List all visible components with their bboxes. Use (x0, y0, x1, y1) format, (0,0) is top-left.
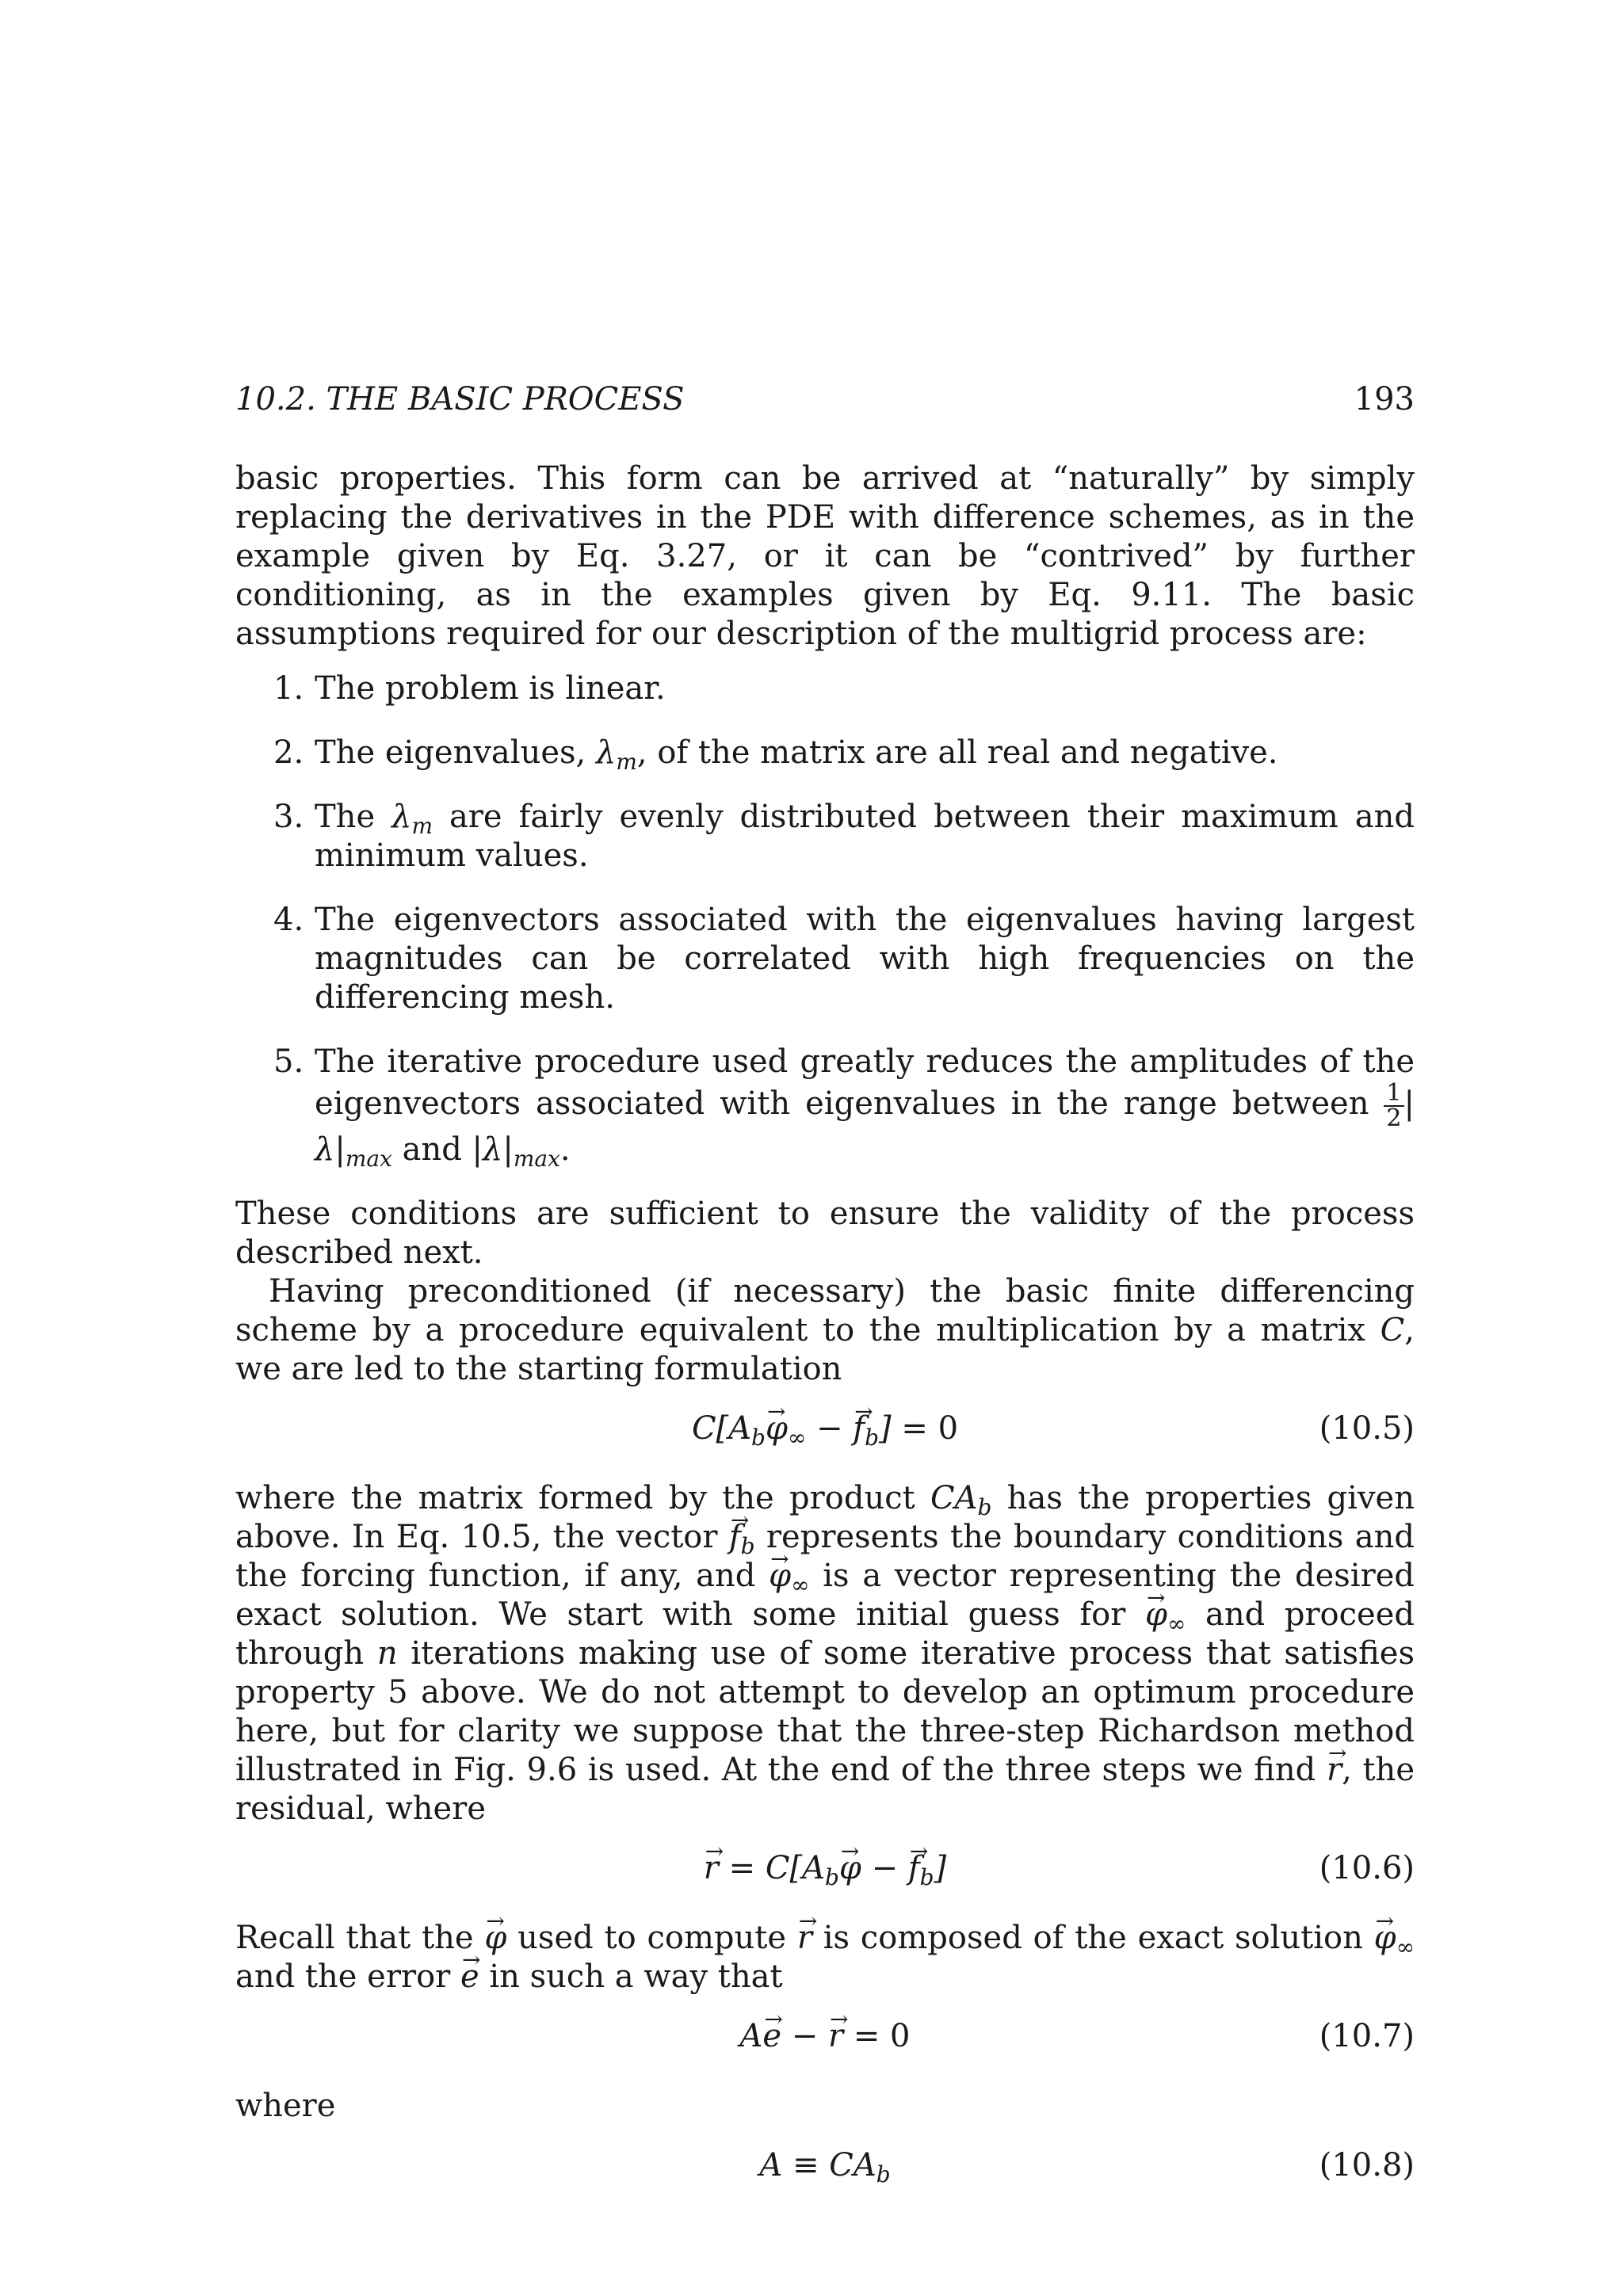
intro-paragraph: basic properties. This form can be arrived at “naturally” by simply replacing the derivatives in the PDE with difference schemes, as in the example given by Eq. 3.27, or it can be “contrived” by further conditioning, as in the examples given by Eq. 9.11. The basic assumptions required for our description of the multigrid process are: (235, 460, 1415, 652)
where-short-paragraph: where (235, 2088, 336, 2124)
equation-10-7 (235, 2017, 1415, 2065)
equation-body: $A \equiv CA_b$ (759, 2147, 891, 2187)
equation-number: (10.5) (1319, 1410, 1415, 1447)
math-lambda: λ (391, 799, 412, 835)
page-number: 193 (1354, 381, 1415, 418)
section-title: 10.2. THE BASIC PROCESS (235, 381, 685, 418)
list-item (235, 798, 1415, 875)
math-abs-lambda: |λ| (315, 1085, 1415, 1168)
conditions-paragraph: These conditions are sufficient to ensure the validity of the process described next. (235, 1196, 1415, 1271)
recall-paragraph: Recall that the → φ used to compute → r is composed of the exact solution → $\varphi_\infty$ and the error → e in such a way that (235, 1919, 1415, 1997)
equation-10-6 (235, 1849, 1415, 1897)
math-sub-m: m (616, 749, 637, 775)
equation-10-8 (235, 2146, 1415, 2194)
list-item (235, 1043, 1415, 1172)
equation-number: (10.6) (1319, 1850, 1415, 1886)
equation-10-5 (235, 1409, 1415, 1457)
equation-body: A→ e − → r = 0 (235, 2017, 1415, 2056)
math-abs-lambda: |λ| (472, 1131, 514, 1168)
page-content (235, 380, 1415, 2216)
equation-body: $C[A_b\to \varphi_\infty$ − → $f_b] = 0$ (235, 1409, 1415, 1448)
list-number: 3. (273, 799, 304, 835)
running-header (235, 380, 1415, 424)
list-text: The problem is linear. (315, 670, 666, 707)
list-number: 2. (273, 734, 304, 771)
list-text: The (315, 799, 392, 835)
precondition-paragraph: Having preconditioned (if necessary) the basic finite differencing scheme by a procedure equivalent to the multiplication by a matrix C, we are led to the starting formulation (235, 1273, 1415, 1387)
equation-number: (10.7) (1319, 2018, 1415, 2054)
math-sub-max: max (345, 1146, 392, 1172)
list-text: , of the matrix are all real and negative. (636, 734, 1278, 771)
list-item (235, 734, 1415, 775)
list-item (235, 669, 1415, 708)
list-text: are fairly evenly distributed between their maximum and minimum values. (315, 799, 1415, 874)
list-number: 1. (273, 670, 304, 707)
math-lambda: λ (595, 734, 617, 771)
math-sub-max: max (513, 1146, 560, 1172)
math-sub-m: m (411, 813, 433, 839)
list-item (235, 901, 1415, 1017)
list-number: 5. (273, 1043, 304, 1080)
list-text: The iterative procedure used greatly reduces the amplitudes of the eigenvectors associated with eigenvalues in the range between (315, 1043, 1415, 1122)
list-text: The eigenvectors associated with the eigenvalues having largest magnitudes can be correlated with high frequencies on the differencing mesh. (315, 902, 1415, 1016)
equation-number: (10.8) (1319, 2147, 1415, 2183)
where-paragraph: where the matrix formed by the product $CA_b$ has the properties given above. In Eq. 10.5, the vector → $f_b$ represents the boundary conditions and the forcing function, if any, and → $\varphi_\infty$ is a vector representing the desired exact solution. We start with some initial guess for → $\varphi_\infty$ and proceed through n iterations making use of some iterative process that satisfies property 5 above. We do not attempt to develop an optimum procedure here, but for clarity we suppose that the three-step Richardson method illustrated in Fig. 9.6 is used. At the end of the three steps we find → r, the residual, where (235, 1479, 1415, 1829)
list-number: 4. (273, 902, 304, 938)
list-text: and (391, 1131, 472, 1168)
equation-body: → $r = C[A_b\to \varphi$ − → $f_b$] (235, 1849, 1415, 1888)
fraction-one-half: $\frac{1}{2}$ (1384, 1081, 1403, 1131)
assumptions-list (235, 669, 1415, 1172)
list-text: . (559, 1131, 571, 1168)
list-text: The eigenvalues, (315, 734, 596, 771)
